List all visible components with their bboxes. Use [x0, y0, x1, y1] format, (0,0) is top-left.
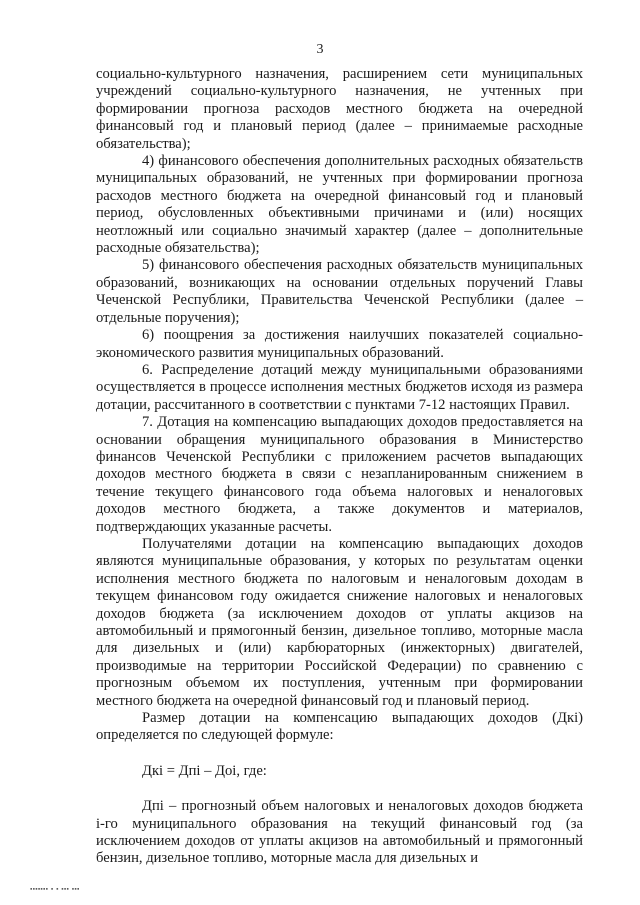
paragraph-definition: Дпi – прогнозный объем налоговых и неналоговых доходов бюджета i-го муниципального образования на текущий финансовый год (за исключением доходов от уплаты акцизов на автомобильный и прямогонный бензин, дизельное топливо, моторные масла для дизельных и [96, 798, 583, 867]
paragraph-clause-7: 7. Дотация на компенсацию выпадающих доходов предоставляется на основании обращения муниципального образования в Министерство финансов Чеченской Республики с приложением расчетов выпадающих доходов местного бюджета в связи с незапланированным снижением в течение текущего финансового года объема налоговых и неналоговых доходов местного бюджета, а также документов и материалов, подтверждающих указанные расчеты. [96, 414, 583, 535]
paragraph-recipients: Получателями дотации на компенсацию выпадающих доходов являются муниципальные образования, у которых по результатам оценки исполнения местного бюджета по налоговым и неналоговым доходам в текущем финансовом году ожидается снижение налоговых и неналоговых доходов бюджета (за исключением доходов от уплаты акцизов на автомобильный и прямогонный бензин, дизельное топливо, моторные масла для дизельных и (или) карбюраторных (инжекторных) двигателей, производимые на территории Российской Федерации) по сравнению с прогнозным объемом их поступления, учтенным при формировании местного бюджета на очередной финансовый год и плановый период. [96, 535, 583, 709]
page-number: 3 [316, 42, 324, 57]
paragraph-item-6: 6) поощрения за достижения наилучших показателей социально-экономического развития муниципальных образований. [96, 327, 583, 361]
paragraph-item-5: 5) финансового обеспечения расходных обязательств муниципальных образований, возникающих на основании отдельных поручений Главы Чеченской Республики, Правительства Чеченской Республики (далее – отдельные поручения); [96, 257, 583, 326]
paragraph-item-4: 4) финансового обеспечения дополнительных расходных обязательств муниципальных образований, не учтенных при формировании прогноза расходов местного бюджета на очередной финансовый год и плановый период, обусловленных объективными причинами и (или) носящих неотложный или социально значимый характер (далее – дополнительные расходные обязательства); [96, 153, 583, 257]
scan-footer-mark: ▪▪▪▪▪▪▪ ▪ ▪ ▪▪▪ ▪▪▪ [30, 886, 80, 891]
document-body [96, 66, 583, 868]
paragraph-continuation: социально-культурного назначения, расширением сети муниципальных учреждений социально-культурного назначения, не учтенных при формировании прогноза расходов местного бюджета на очередной финансовый год и плановый период (далее – принимаемые расходные обязательства); [96, 66, 583, 152]
formula: Дкi = Дпi – Доi, где: [142, 762, 267, 779]
paragraph-formula-intro: Размер дотации на компенсацию выпадающих доходов (Дкi) определяется по следующей формуле: [96, 710, 583, 744]
paragraph-clause-6: 6. Распределение дотаций между муниципальными образованиями осуществляется в процессе исполнения местных бюджетов исходя из размера дотации, рассчитанного в соответствии с пунктами 7-12 настоящих Правил. [96, 361, 583, 413]
